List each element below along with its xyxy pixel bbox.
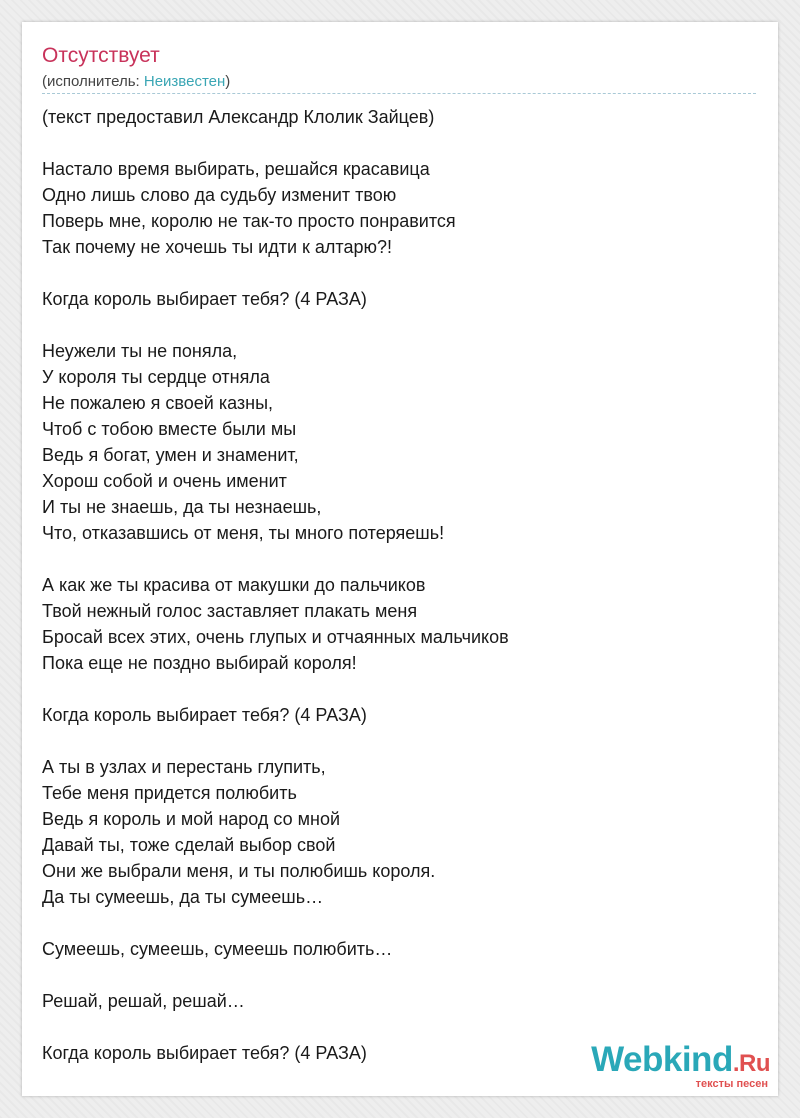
lyric-line: [42, 1014, 742, 1040]
lyrics-body: [42, 104, 742, 1066]
lyric-line: [42, 312, 742, 338]
lyric-line: Не пожалею я своей казны,: [42, 393, 274, 413]
lyric-line: Ведь я король и мой народ со мной: [42, 809, 341, 829]
lyric-line: [42, 728, 742, 754]
lyric-line: Решай, решай, решай…: [42, 991, 245, 1011]
brand-logo[interactable]: [591, 1040, 770, 1090]
lyric-line: Что, отказавшись от меня, ты много потеряешь!: [42, 523, 445, 543]
lyric-line: [42, 676, 742, 702]
brand-tld: .Ru: [732, 1050, 770, 1077]
lyric-line: Так почему не хочешь ты идти к алтарю?!: [42, 237, 392, 257]
lyric-line: Бросай всех этих, очень глупых и отчаянных мальчиков: [42, 627, 509, 647]
lyric-line: У короля ты сердце отняла: [42, 367, 270, 387]
lyric-line: Хорош собой и очень именит: [42, 471, 287, 491]
lyric-line: (текст предоставил Александр Клолик Зайцев): [42, 107, 435, 127]
lyric-line: Твой нежный голос заставляет плакать меня: [42, 601, 418, 621]
lyric-line: [42, 260, 742, 286]
lyric-line: [42, 546, 742, 572]
lyric-line: Давай ты, тоже сделай выбор свой: [42, 835, 336, 855]
lyric-line: Чтоб с тобою вместе были мы: [42, 419, 297, 439]
lyric-line: А как же ты красива от макушки до пальчиков: [42, 575, 426, 595]
lyric-line: А ты в узлах и перестань глупить,: [42, 757, 326, 777]
lyric-line: Настало время выбирать, решайся красавица: [42, 159, 430, 179]
lyric-line: Когда король выбирает тебя? (4 РАЗА): [42, 1043, 367, 1063]
lyric-line: И ты не знаешь, да ты незнаешь,: [42, 497, 322, 517]
artist-line: [42, 72, 230, 92]
lyric-line: [42, 910, 742, 936]
artist-prefix: (исполнитель:: [42, 73, 144, 90]
artist-suffix: ): [225, 73, 231, 90]
lyric-line: Сумеешь, сумеешь, сумеешь полюбить…: [42, 939, 393, 959]
brand-name-text: Webkind: [591, 1040, 733, 1079]
lyric-line: Когда король выбирает тебя? (4 РАЗА): [42, 289, 367, 309]
lyric-line: Они же выбрали меня, и ты полюбишь короля.: [42, 861, 436, 881]
lyric-line: Да ты сумеешь, да ты сумеешь…: [42, 887, 324, 907]
lyric-line: Одно лишь слово да судьбу изменит твою: [42, 185, 397, 205]
song-title: Отсутствует: [42, 44, 160, 67]
lyric-line: [42, 130, 742, 156]
brand-tagline: тексты песен: [695, 1078, 768, 1090]
divider: [42, 93, 756, 94]
lyric-line: Когда король выбирает тебя? (4 РАЗА): [42, 705, 367, 725]
lyric-line: Тебе меня придется полюбить: [42, 783, 297, 803]
lyric-line: Ведь я богат, умен и знаменит,: [42, 445, 299, 465]
lyrics-card: [22, 22, 778, 1096]
lyric-line: Поверь мне, королю не так-то просто понравится: [42, 211, 456, 231]
lyric-line: [42, 962, 742, 988]
artist-link[interactable]: Неизвестен: [143, 73, 226, 90]
lyric-line: Неужели ты не поняла,: [42, 341, 238, 361]
lyric-line: Пока еще не поздно выбирай короля!: [42, 653, 357, 673]
